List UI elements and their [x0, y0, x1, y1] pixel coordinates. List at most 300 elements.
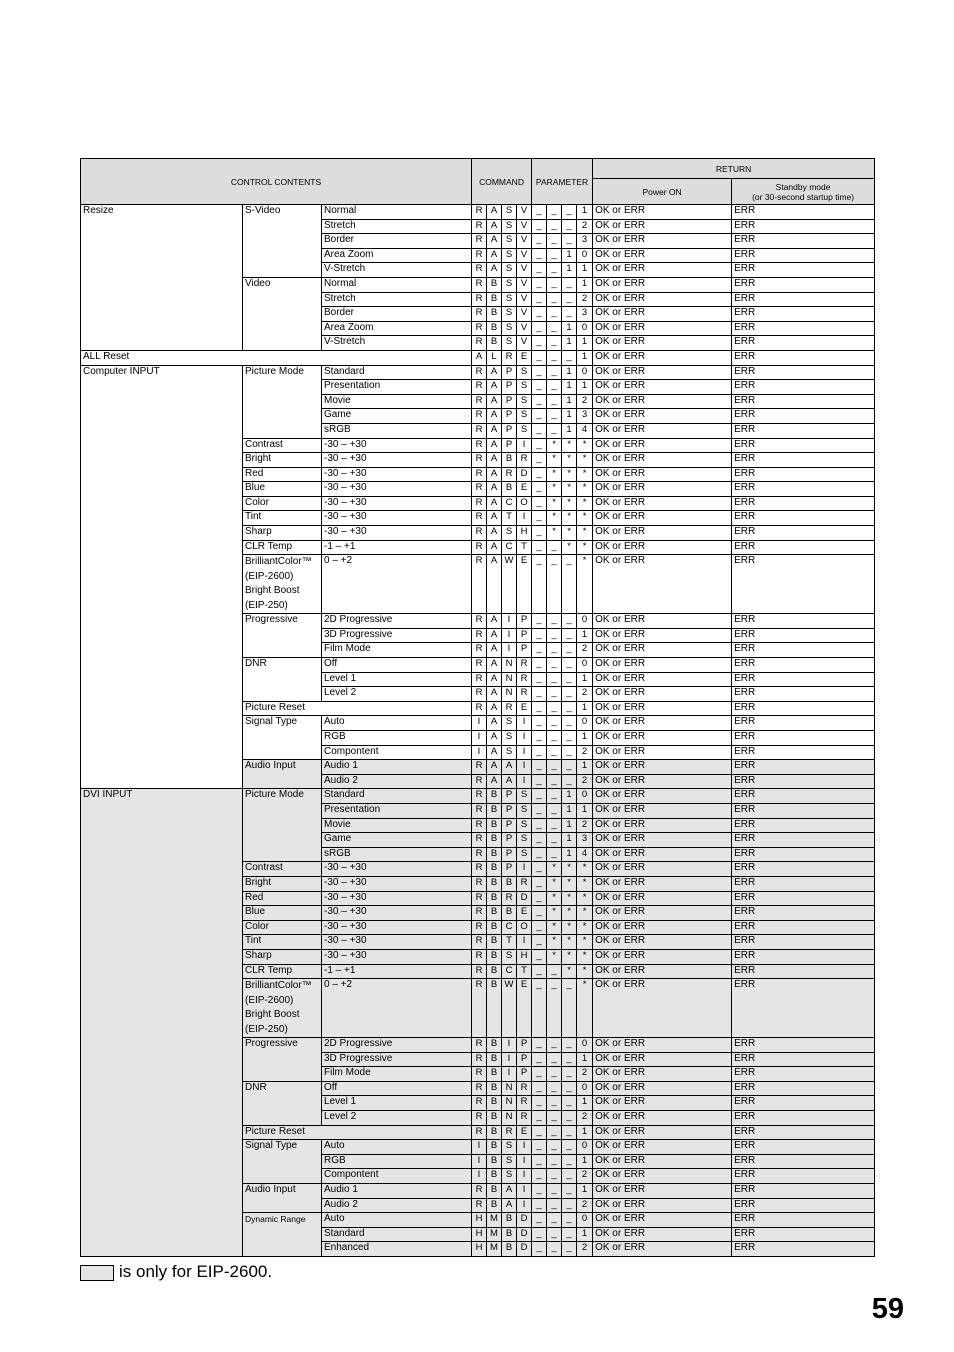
item-cell: -30 – +30 [322, 526, 472, 541]
command-char: A [502, 1198, 517, 1213]
return-standby: ERR [732, 876, 875, 891]
command-char: I [517, 1198, 532, 1213]
subgroup-label: Bright [245, 453, 272, 465]
parameter-char: 0 [577, 248, 593, 263]
return-power-on: OK or ERR [593, 745, 732, 760]
parameter-char: _ [532, 833, 547, 848]
parameter-char: _ [562, 205, 577, 220]
subgroup-cell [243, 555, 322, 614]
parameter-char: 1 [577, 701, 593, 716]
command-char: B [487, 1067, 502, 1082]
command-char: R [472, 511, 487, 526]
return-power-on: OK or ERR [593, 964, 732, 979]
parameter-char: _ [532, 745, 547, 760]
parameter-char: _ [532, 818, 547, 833]
item-cell: Game [322, 409, 472, 424]
command-char: V [517, 307, 532, 322]
command-char: R [472, 1096, 487, 1111]
item-cell: Auto [322, 1213, 472, 1228]
item-cell: Area Zoom [322, 248, 472, 263]
parameter-char: _ [532, 453, 547, 468]
command-char: B [487, 949, 502, 964]
item-cell: -30 – +30 [322, 891, 472, 906]
parameter-char: * [577, 526, 593, 541]
subgroup-cell [243, 862, 322, 877]
subgroup-label: Audio Input [245, 760, 296, 772]
group-cell: Resize [81, 205, 243, 351]
return-power-on: OK or ERR [593, 1184, 732, 1199]
subgroup-cell [243, 526, 322, 541]
parameter-char: 0 [577, 365, 593, 380]
return-power-on: OK or ERR [593, 292, 732, 307]
parameter-char: _ [532, 496, 547, 511]
command-char: R [472, 277, 487, 292]
command-char: R [472, 1038, 487, 1053]
command-char: B [487, 803, 502, 818]
subgroup-cell [243, 920, 322, 935]
parameter-char: _ [547, 1227, 562, 1242]
command-char: B [487, 833, 502, 848]
parameter-char: _ [547, 1052, 562, 1067]
return-standby: ERR [732, 964, 875, 979]
parameter-char: 1 [562, 365, 577, 380]
command-char: R [472, 307, 487, 322]
command-char: P [517, 1052, 532, 1067]
return-power-on: OK or ERR [593, 774, 732, 789]
return-standby: ERR [732, 205, 875, 220]
subgroup-cell [243, 467, 322, 482]
command-char: R [472, 949, 487, 964]
item-cell: RGB [322, 1154, 472, 1169]
parameter-char: _ [532, 891, 547, 906]
parameter-char: * [577, 438, 593, 453]
parameter-char: * [547, 876, 562, 891]
parameter-char: 2 [577, 774, 593, 789]
parameter-char: _ [562, 1125, 577, 1140]
command-char: A [487, 453, 502, 468]
parameter-char: 1 [577, 1154, 593, 1169]
return-power-on: OK or ERR [593, 949, 732, 964]
parameter-char: _ [532, 1052, 547, 1067]
parameter-char: _ [547, 292, 562, 307]
item-cell: -1 – +1 [322, 964, 472, 979]
parameter-char: * [577, 496, 593, 511]
return-power-on: OK or ERR [593, 1198, 732, 1213]
command-char: A [487, 745, 502, 760]
return-standby: ERR [732, 365, 875, 380]
command-char: W [502, 555, 517, 614]
command-char: P [502, 365, 517, 380]
return-standby: ERR [732, 423, 875, 438]
parameter-char: 0 [577, 1140, 593, 1155]
return-power-on: OK or ERR [593, 803, 732, 818]
return-power-on: OK or ERR [593, 540, 732, 555]
command-char: R [472, 292, 487, 307]
subgroup-label: Color [245, 920, 269, 932]
item-cell: Presentation [322, 380, 472, 395]
subgroup-label: Contrast [245, 438, 283, 450]
command-char: C [502, 540, 517, 555]
command-char: B [487, 321, 502, 336]
parameter-char: _ [547, 760, 562, 775]
parameter-char: * [577, 891, 593, 906]
command-char: A [487, 365, 502, 380]
item-cell: Movie [322, 394, 472, 409]
item-cell: Audio 1 [322, 760, 472, 775]
item-cell: Presentation [322, 803, 472, 818]
command-char: I [472, 716, 487, 731]
command-char: B [487, 920, 502, 935]
parameter-char: _ [547, 219, 562, 234]
command-char: N [502, 1096, 517, 1111]
return-power-on: OK or ERR [593, 876, 732, 891]
parameter-char: 2 [577, 292, 593, 307]
command-char: S [502, 1140, 517, 1155]
subgroup-cell [243, 365, 322, 438]
parameter-char: _ [532, 643, 547, 658]
command-char: S [517, 818, 532, 833]
command-char: R [472, 496, 487, 511]
return-standby: ERR [732, 350, 875, 365]
return-standby: ERR [732, 277, 875, 292]
command-char: R [472, 964, 487, 979]
command-char: C [502, 964, 517, 979]
subgroup-cell [243, 540, 322, 555]
return-power-on: OK or ERR [593, 248, 732, 263]
parameter-char: _ [547, 423, 562, 438]
return-power-on: OK or ERR [593, 482, 732, 497]
command-char: P [502, 423, 517, 438]
return-standby: ERR [732, 1125, 875, 1140]
item-cell: -30 – +30 [322, 453, 472, 468]
command-char: I [502, 1038, 517, 1053]
command-char: R [472, 774, 487, 789]
return-standby: ERR [732, 731, 875, 746]
parameter-char: 1 [562, 409, 577, 424]
subgroup-cell [243, 701, 472, 716]
command-char: I [517, 438, 532, 453]
command-char: A [487, 423, 502, 438]
return-power-on: OK or ERR [593, 234, 732, 249]
item-cell: Auto [322, 1140, 472, 1155]
return-standby: ERR [732, 1052, 875, 1067]
command-char: S [502, 1154, 517, 1169]
command-char: R [472, 687, 487, 702]
parameter-char: * [547, 906, 562, 921]
parameter-char: _ [547, 336, 562, 351]
table-row [81, 350, 875, 365]
command-char: R [472, 453, 487, 468]
command-char: R [472, 701, 487, 716]
command-char: R [517, 1111, 532, 1126]
parameter-char: _ [532, 1038, 547, 1053]
command-char: R [472, 1081, 487, 1096]
command-char: R [472, 205, 487, 220]
command-char: P [502, 438, 517, 453]
command-char: P [517, 628, 532, 643]
command-char: P [502, 789, 517, 804]
command-char: R [472, 847, 487, 862]
return-power-on: OK or ERR [593, 818, 732, 833]
return-standby: ERR [732, 1198, 875, 1213]
command-char: R [517, 672, 532, 687]
item-cell: 0 – +2 [322, 555, 472, 614]
parameter-char: _ [547, 628, 562, 643]
item-cell: Off [322, 1081, 472, 1096]
parameter-char: _ [532, 1242, 547, 1257]
parameter-char: 1 [577, 672, 593, 687]
parameter-char: _ [547, 277, 562, 292]
command-char: A [487, 234, 502, 249]
command-char: P [502, 409, 517, 424]
command-char: B [487, 1184, 502, 1199]
return-standby: ERR [732, 540, 875, 555]
parameter-char: _ [562, 292, 577, 307]
item-cell: 3D Progressive [322, 1052, 472, 1067]
command-char: R [472, 833, 487, 848]
command-char: S [502, 949, 517, 964]
parameter-char: _ [532, 614, 547, 629]
subgroup-label: Sharp [245, 949, 272, 961]
command-char: B [487, 1052, 502, 1067]
item-cell: 0 – +2 [322, 979, 472, 1038]
command-char: S [517, 833, 532, 848]
subgroup-cell [243, 949, 322, 964]
parameter-char: * [577, 935, 593, 950]
command-char: R [472, 658, 487, 673]
parameter-char: _ [547, 540, 562, 555]
command-char: R [502, 1125, 517, 1140]
command-char: I [472, 1154, 487, 1169]
command-char: I [517, 1169, 532, 1184]
item-cell: Audio 1 [322, 1184, 472, 1199]
subgroup-cell [243, 935, 322, 950]
subgroup-label: Signal Type [245, 716, 298, 728]
subgroup-label: Tint [245, 511, 262, 523]
command-char: R [472, 906, 487, 921]
command-char: R [472, 380, 487, 395]
command-char: M [487, 1242, 502, 1257]
command-char: S [502, 307, 517, 322]
return-power-on: OK or ERR [593, 833, 732, 848]
command-char: B [487, 1081, 502, 1096]
return-standby: ERR [732, 628, 875, 643]
command-char: R [517, 876, 532, 891]
command-char: M [487, 1227, 502, 1242]
header-return: RETURN [593, 159, 875, 179]
item-cell: Stretch [322, 292, 472, 307]
parameter-char: _ [547, 672, 562, 687]
parameter-char: * [562, 935, 577, 950]
command-char: A [487, 614, 502, 629]
parameter-char: _ [562, 774, 577, 789]
subgroup-label: Bright Boost [245, 585, 300, 597]
parameter-char: _ [562, 731, 577, 746]
parameter-char: _ [562, 234, 577, 249]
command-char: S [502, 234, 517, 249]
subgroup-label: Tint [245, 935, 262, 947]
command-char: V [517, 248, 532, 263]
parameter-char: _ [562, 1154, 577, 1169]
command-char: M [487, 1213, 502, 1228]
parameter-char: _ [532, 307, 547, 322]
command-char: R [472, 1125, 487, 1140]
command-char: S [502, 292, 517, 307]
command-char: S [502, 716, 517, 731]
parameter-char: 1 [577, 1052, 593, 1067]
parameter-char: _ [532, 687, 547, 702]
parameter-char: 2 [577, 687, 593, 702]
command-char: R [472, 862, 487, 877]
item-cell: Auto [322, 716, 472, 731]
return-power-on: OK or ERR [593, 1038, 732, 1053]
return-standby: ERR [732, 745, 875, 760]
parameter-char: _ [562, 760, 577, 775]
parameter-char: 3 [577, 833, 593, 848]
parameter-char: _ [532, 964, 547, 979]
parameter-char: 1 [577, 731, 593, 746]
item-cell: Normal [322, 205, 472, 220]
command-char: R [472, 876, 487, 891]
parameter-char: _ [562, 687, 577, 702]
command-char: A [487, 555, 502, 614]
command-char: B [487, 292, 502, 307]
command-char: O [517, 496, 532, 511]
parameter-char: 1 [577, 628, 593, 643]
return-standby: ERR [732, 1242, 875, 1257]
return-standby: ERR [732, 263, 875, 278]
parameter-char: _ [547, 716, 562, 731]
command-char: S [502, 263, 517, 278]
command-char: B [502, 1242, 517, 1257]
parameter-char: _ [562, 555, 577, 614]
subgroup-cell [243, 496, 322, 511]
parameter-char: * [562, 906, 577, 921]
command-char: P [502, 862, 517, 877]
parameter-char: _ [532, 1198, 547, 1213]
item-cell: 3D Progressive [322, 628, 472, 643]
parameter-char: 0 [577, 321, 593, 336]
subgroup-cell [243, 876, 322, 891]
parameter-char: * [547, 935, 562, 950]
subgroup-cell [243, 511, 322, 526]
parameter-char: _ [532, 803, 547, 818]
parameter-char: _ [532, 672, 547, 687]
command-char: R [472, 423, 487, 438]
command-char: I [517, 1140, 532, 1155]
parameter-char: * [547, 862, 562, 877]
command-char: B [487, 789, 502, 804]
command-char: A [487, 438, 502, 453]
return-power-on: OK or ERR [593, 672, 732, 687]
return-power-on: OK or ERR [593, 920, 732, 935]
command-char: S [517, 380, 532, 395]
parameter-char: _ [532, 482, 547, 497]
command-char: S [502, 321, 517, 336]
parameter-char: 1 [577, 760, 593, 775]
parameter-char: _ [547, 394, 562, 409]
return-standby: ERR [732, 818, 875, 833]
return-standby: ERR [732, 496, 875, 511]
parameter-char: * [562, 862, 577, 877]
return-power-on: OK or ERR [593, 350, 732, 365]
parameter-char: 1 [577, 380, 593, 395]
command-char: R [472, 1184, 487, 1199]
command-char: B [487, 906, 502, 921]
command-char: D [517, 1213, 532, 1228]
group-cell: DVI INPUT [81, 789, 243, 1257]
return-standby: ERR [732, 687, 875, 702]
parameter-char: * [562, 511, 577, 526]
command-char: B [487, 1038, 502, 1053]
return-power-on: OK or ERR [593, 1140, 732, 1155]
command-char: S [502, 336, 517, 351]
parameter-char: * [577, 920, 593, 935]
command-char: A [487, 731, 502, 746]
parameter-char: _ [562, 745, 577, 760]
item-cell: Movie [322, 818, 472, 833]
item-cell: -30 – +30 [322, 949, 472, 964]
subgroup-cell [243, 1081, 322, 1125]
parameter-char: 1 [562, 789, 577, 804]
command-char: R [472, 263, 487, 278]
command-char: B [487, 277, 502, 292]
parameter-char: * [562, 540, 577, 555]
command-char: R [517, 453, 532, 468]
command-char: V [517, 277, 532, 292]
command-char: B [502, 876, 517, 891]
return-standby: ERR [732, 1096, 875, 1111]
parameter-char: * [562, 876, 577, 891]
command-char: R [502, 701, 517, 716]
return-standby: ERR [732, 292, 875, 307]
header-power-on: Power ON [593, 179, 732, 205]
parameter-char: 0 [577, 1038, 593, 1053]
command-char: R [472, 336, 487, 351]
parameter-char: _ [547, 307, 562, 322]
return-standby: ERR [732, 891, 875, 906]
parameter-char: * [547, 920, 562, 935]
parameter-char: 1 [562, 818, 577, 833]
return-power-on: OK or ERR [593, 1242, 732, 1257]
command-char: P [517, 643, 532, 658]
return-power-on: OK or ERR [593, 453, 732, 468]
parameter-char: 1 [577, 277, 593, 292]
parameter-char: _ [562, 307, 577, 322]
command-char: B [502, 1227, 517, 1242]
return-standby: ERR [732, 511, 875, 526]
parameter-char: _ [562, 1111, 577, 1126]
return-standby: ERR [732, 467, 875, 482]
command-char: A [502, 774, 517, 789]
return-power-on: OK or ERR [593, 862, 732, 877]
command-char: I [517, 774, 532, 789]
parameter-char: 1 [577, 1184, 593, 1199]
subgroup-label: Bright [245, 876, 272, 888]
parameter-char: _ [532, 862, 547, 877]
parameter-char: * [547, 467, 562, 482]
parameter-char: _ [532, 336, 547, 351]
command-char: B [487, 1154, 502, 1169]
command-char: A [502, 760, 517, 775]
command-table [80, 158, 875, 1257]
subgroup-label: DNR [245, 1081, 267, 1093]
item-cell: -1 – +1 [322, 540, 472, 555]
command-char: B [487, 862, 502, 877]
command-char: I [517, 1184, 532, 1199]
return-power-on: OK or ERR [593, 658, 732, 673]
subgroup-cell [243, 964, 322, 979]
